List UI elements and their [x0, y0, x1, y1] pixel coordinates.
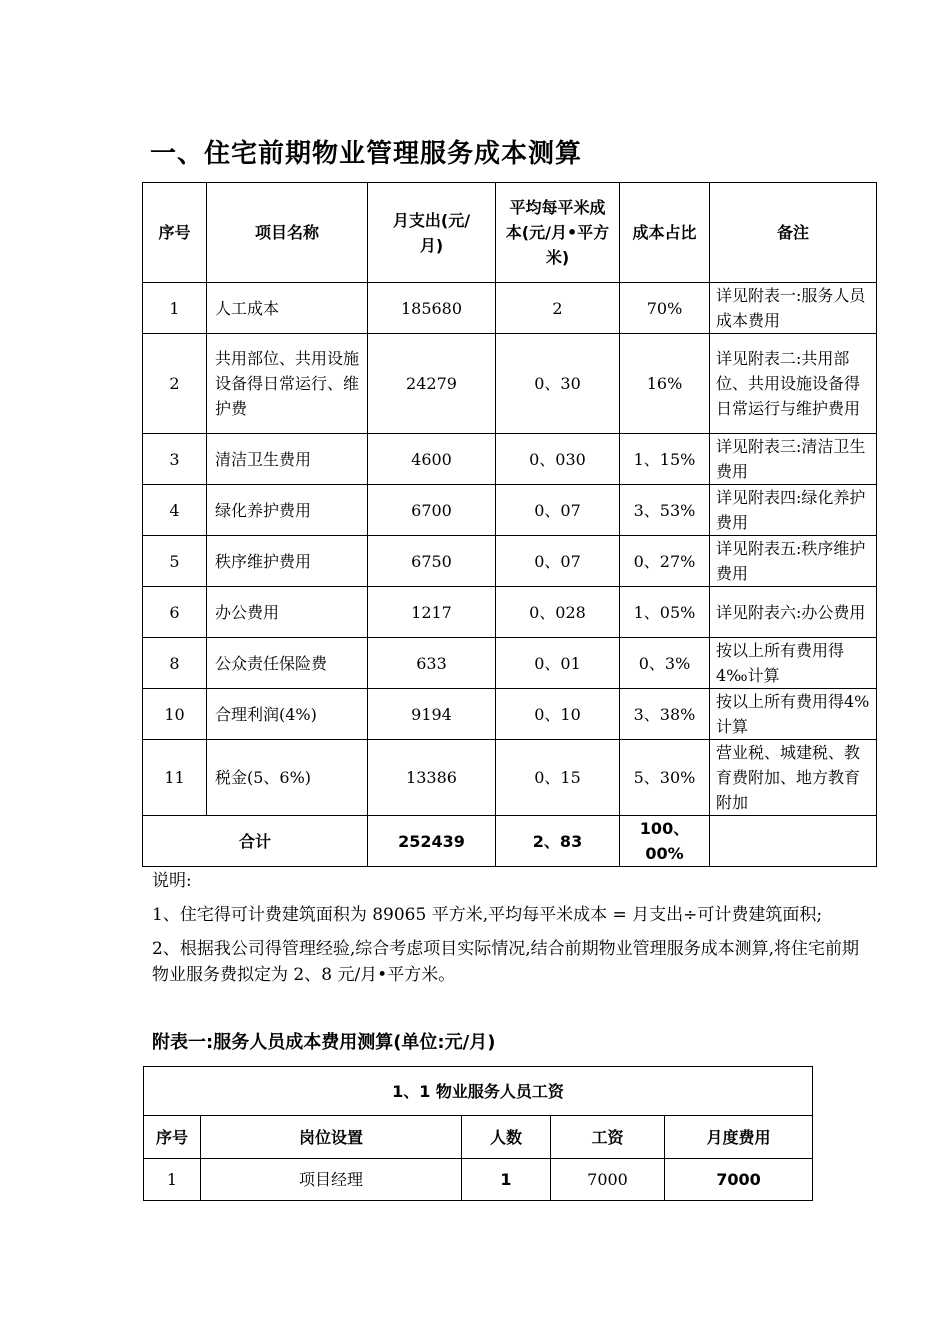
cell-remark: 详见附表二:共用部位、共用设施设备得日常运行与维护费用	[710, 334, 877, 434]
cell-ratio: 3、53%	[620, 485, 710, 536]
header-monthly: 月支出(元/月)	[368, 183, 496, 283]
notes-line-2: 2、根据我公司得管理经验,综合考虑项目实际情况,结合前期物业管理服务成本测算,将住宅前期物业服务费拟定为 2、8 元/月•平方米。	[152, 939, 860, 985]
cost-table	[142, 182, 877, 867]
table-row	[143, 485, 877, 536]
cell-seq: 4	[143, 485, 207, 536]
cell-ratio: 1、15%	[620, 434, 710, 485]
cell-remark: 详见附表一:服务人员成本费用	[710, 283, 877, 334]
appendix-title: 附表一:服务人员成本费用测算(单位:元/月)	[152, 1032, 496, 1053]
cell-seq: 3	[143, 434, 207, 485]
cell-monthly: 24279	[368, 334, 496, 434]
cell-seq: 2	[143, 334, 207, 434]
cell-item: 秩序维护费用	[207, 536, 368, 587]
cell-remark: 营业税、城建税、教育费附加、地方教育附加	[710, 740, 877, 816]
cell-monthly: 6750	[368, 536, 496, 587]
header-item: 项目名称	[207, 183, 368, 283]
cell-remark: 按以上所有费用得4‰计算	[710, 638, 877, 689]
cell-ratio: 1、05%	[620, 587, 710, 638]
cell-seq: 10	[143, 689, 207, 740]
table-row	[143, 536, 877, 587]
cell-ratio: 5、30%	[620, 740, 710, 816]
cell-remark: 详见附表四:绿化养护费用	[710, 485, 877, 536]
cell-seq: 11	[143, 740, 207, 816]
cell-item: 共用部位、共用设施设备得日常运行、维护费	[207, 334, 368, 434]
cell-monthly: 4600	[368, 434, 496, 485]
sub-header-monthly: 月度费用	[665, 1116, 813, 1159]
cell-ratio: 16%	[620, 334, 710, 434]
table-row	[143, 334, 877, 434]
cell-ratio: 70%	[620, 283, 710, 334]
header-remark: 备注	[710, 183, 877, 283]
sub-table-header-row	[144, 1116, 813, 1159]
total-row	[143, 816, 877, 867]
cell-avg: 0、15	[496, 740, 620, 816]
cell-monthly: 1217	[368, 587, 496, 638]
sub-header-seq: 序号	[144, 1116, 201, 1159]
cell-monthly: 633	[368, 638, 496, 689]
table-row	[143, 434, 877, 485]
notes-heading: 说明:	[152, 871, 192, 891]
staff-wage-table	[143, 1066, 813, 1201]
cell-item: 人工成本	[207, 283, 368, 334]
cell-seq: 8	[143, 638, 207, 689]
table-row	[143, 587, 877, 638]
cell-avg: 0、030	[496, 434, 620, 485]
page-title: 一、住宅前期物业管理服务成本测算	[150, 139, 583, 169]
table-row	[143, 283, 877, 334]
cell-seq: 6	[143, 587, 207, 638]
total-remark	[710, 816, 877, 867]
cell-avg: 0、07	[496, 485, 620, 536]
cell-item: 清洁卫生费用	[207, 434, 368, 485]
cell-monthly: 9194	[368, 689, 496, 740]
sub-table-title: 1、1 物业服务人员工资	[144, 1067, 813, 1116]
sub-header-wage: 工资	[551, 1116, 665, 1159]
sub-table-title-row	[144, 1067, 813, 1116]
cell-avg: 0、10	[496, 689, 620, 740]
sub-table-body	[144, 1159, 813, 1201]
cell-remark: 详见附表六:办公费用	[710, 587, 877, 638]
cell-seq: 1	[144, 1159, 201, 1201]
cell-ratio: 0、3%	[620, 638, 710, 689]
cell-monthly: 13386	[368, 740, 496, 816]
cell-remark: 详见附表五:秩序维护费用	[710, 536, 877, 587]
table-header-row	[143, 183, 877, 283]
cell-avg: 0、07	[496, 536, 620, 587]
notes-line-1: 1、住宅得可计费建筑面积为 89065 平方米,平均每平米成本 = 月支出÷可计费建筑面积;	[152, 905, 823, 925]
notes-section	[152, 868, 864, 996]
cell-item: 税金(5、6%)	[207, 740, 368, 816]
cell-wage: 7000	[551, 1159, 665, 1201]
cell-avg: 2	[496, 283, 620, 334]
cell-seq: 1	[143, 283, 207, 334]
cell-remark: 按以上所有费用得4%计算	[710, 689, 877, 740]
total-monthly: 252439	[368, 816, 496, 867]
cell-seq: 5	[143, 536, 207, 587]
sub-header-count: 人数	[462, 1116, 551, 1159]
cell-item: 公众责任保险费	[207, 638, 368, 689]
table-body	[143, 283, 877, 816]
total-avg: 2、83	[496, 816, 620, 867]
header-seq: 序号	[143, 183, 207, 283]
header-ratio: 成本占比	[620, 183, 710, 283]
cell-remark: 详见附表三:清洁卫生费用	[710, 434, 877, 485]
cell-monthly: 7000	[665, 1159, 813, 1201]
table-row	[144, 1159, 813, 1201]
cell-item: 办公费用	[207, 587, 368, 638]
table-row	[143, 638, 877, 689]
total-label: 合计	[143, 816, 368, 867]
table-row	[143, 689, 877, 740]
cell-ratio: 3、38%	[620, 689, 710, 740]
cell-monthly: 185680	[368, 283, 496, 334]
total-ratio: 100、00%	[620, 816, 710, 867]
cell-item: 合理利润(4%)	[207, 689, 368, 740]
header-avg: 平均每平米成本(元/月•平方米)	[496, 183, 620, 283]
table-row	[143, 740, 877, 816]
cell-avg: 0、30	[496, 334, 620, 434]
cell-item: 绿化养护费用	[207, 485, 368, 536]
cell-post: 项目经理	[201, 1159, 462, 1201]
cell-avg: 0、028	[496, 587, 620, 638]
cell-count: 1	[462, 1159, 551, 1201]
cell-monthly: 6700	[368, 485, 496, 536]
cell-avg: 0、01	[496, 638, 620, 689]
cell-ratio: 0、27%	[620, 536, 710, 587]
sub-header-post: 岗位设置	[201, 1116, 462, 1159]
